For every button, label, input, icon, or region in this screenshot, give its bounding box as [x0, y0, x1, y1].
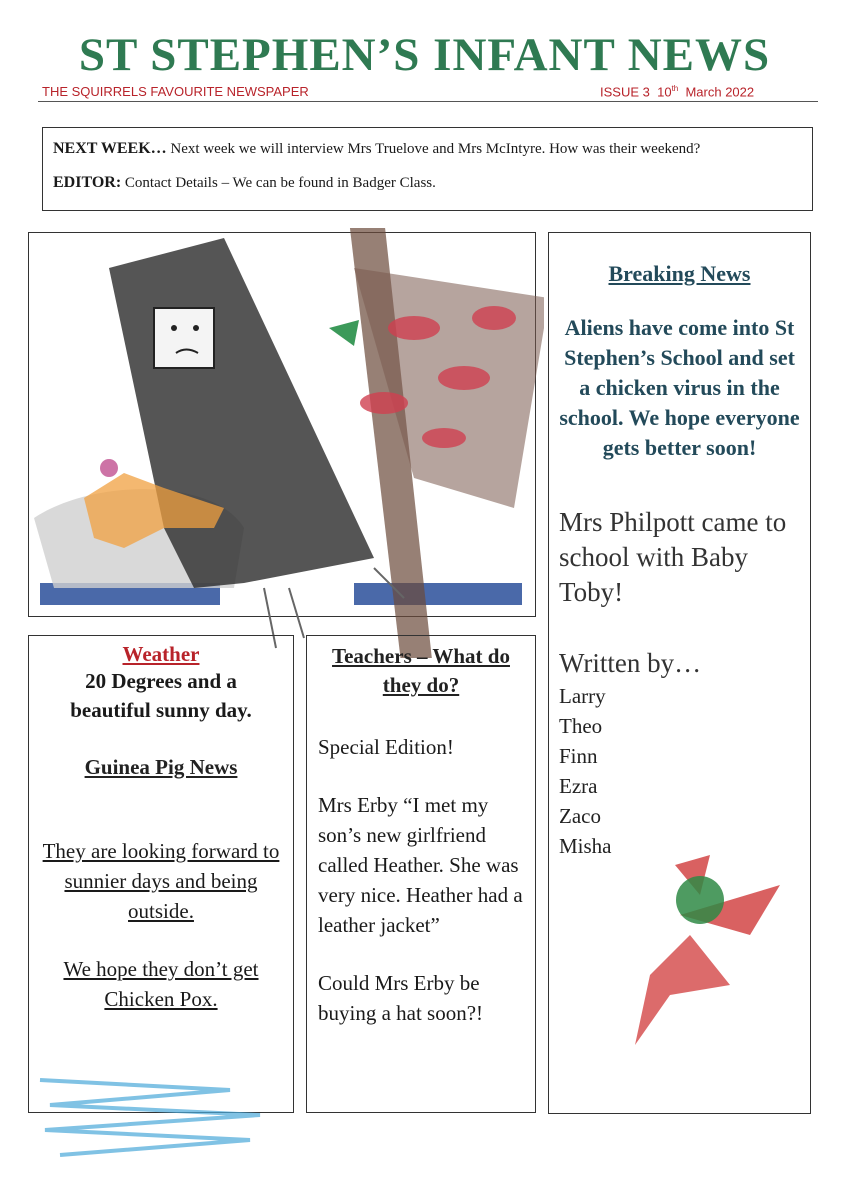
guinea-pig-text-2: We hope they don’t get Chicken Pox.: [63, 957, 259, 1011]
red-leaf: [422, 428, 466, 448]
guinea-pig-text-1: They are looking forward to sunnier days and being outside.: [42, 839, 280, 923]
author-name: Larry: [559, 684, 606, 708]
issue-date: [600, 84, 754, 99]
figure-leg: [289, 588, 304, 638]
red-leaf: [438, 366, 490, 390]
issue-number: ISSUE 3: [600, 84, 650, 100]
figure-face: [154, 308, 214, 368]
green-flag: [329, 320, 359, 346]
philpott-news: Mrs Philpott came to school with Baby Toby!: [559, 507, 787, 607]
author-name: Misha: [559, 834, 612, 858]
red-leaf: [360, 392, 408, 414]
figure-eye: [171, 325, 177, 331]
bird-drawing: [630, 845, 790, 1050]
date-day: 10: [657, 84, 672, 100]
editor-line: [53, 174, 802, 192]
notice-box: [42, 127, 813, 211]
weather-title: Weather: [122, 642, 200, 666]
teachers-special: Special Edition!: [318, 735, 454, 759]
masthead-title: ST STEPHEN’S INFANT NEWS: [78, 29, 771, 81]
breaking-news-title: Breaking News: [608, 261, 751, 286]
author-name: Ezra: [559, 774, 598, 798]
dog-hat: [100, 459, 118, 477]
child-drawing: [14, 228, 544, 658]
author-name: Zaco: [559, 804, 601, 828]
red-leaf: [472, 306, 516, 330]
header-rule: [38, 101, 818, 102]
blue-bar-right: [354, 583, 522, 605]
date-month-year: March 2022: [685, 84, 755, 100]
bird-body: [676, 876, 724, 924]
scribble-stroke: [40, 1080, 260, 1155]
weather-column: [28, 635, 294, 1113]
teachers-title: Teachers – What do they do?: [332, 644, 510, 697]
editor-text: Contact Details – We can be found in Badger Class.: [124, 175, 436, 191]
teachers-erby-quote: Mrs Erby “I met my son’s new girlfriend called Heather. She was very nice. Heather had a leather jacket”: [318, 793, 523, 937]
next-week-text: Next week we will interview Mrs Truelove and Mrs McIntyre. How was their weekend?: [170, 141, 701, 157]
red-leaf: [388, 316, 440, 340]
teachers-column: [306, 635, 536, 1113]
author-list: [559, 681, 800, 861]
bird-tail: [635, 935, 730, 1045]
next-week-line: [53, 140, 802, 158]
tagline: THE SQUIRRELS FAVOURITE NEWSPAPER: [42, 84, 309, 99]
author-name: Finn: [559, 744, 598, 768]
figure-eye: [193, 325, 199, 331]
next-week-label: NEXT WEEK…: [53, 140, 167, 157]
guinea-pig-title: Guinea Pig News: [84, 755, 238, 779]
written-by-label: Written by…: [559, 648, 702, 678]
weather-text: 20 Degrees and a beautiful sunny day.: [70, 669, 252, 722]
author-name: Theo: [559, 714, 603, 738]
breaking-news-body: Aliens have come into St Stephen’s School and set a chicken virus in the school. We hope everyone gets better soon!: [559, 315, 800, 460]
blue-scribble: [30, 1060, 270, 1170]
editor-label: EDITOR:: [53, 174, 122, 191]
teachers-question: Could Mrs Erby be buying a hat soon?!: [318, 971, 484, 1025]
date-suffix: th: [671, 84, 679, 93]
